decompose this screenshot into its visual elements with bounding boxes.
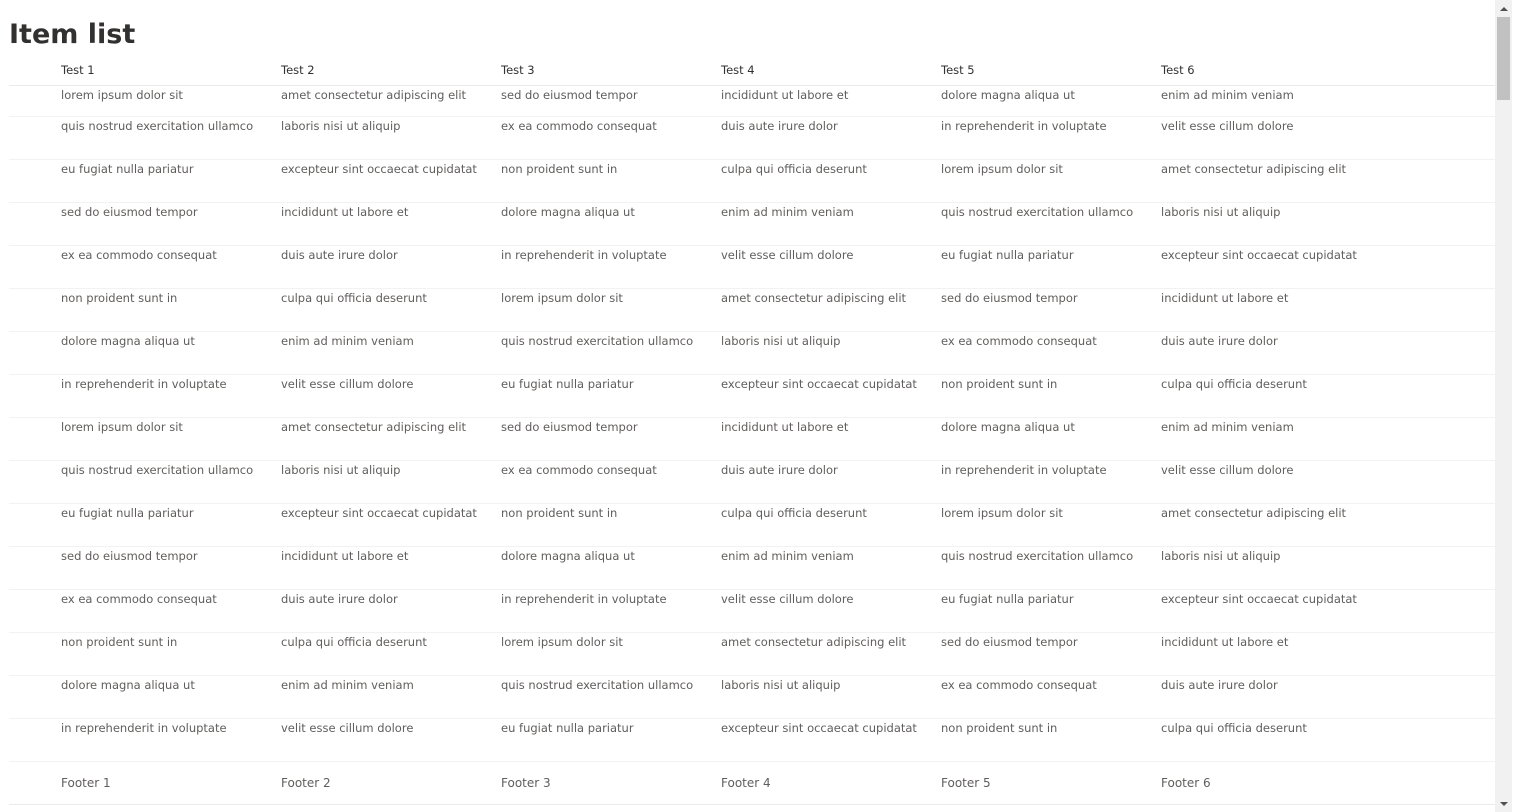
table-cell: amet consectetur adipiscing elit [281, 88, 467, 102]
table-cell: in reprehenderit in voluptate [941, 119, 1107, 133]
table-cell: non proident sunt in [61, 291, 178, 305]
table-cell: quis nostrud exercitation ullamco [61, 119, 254, 133]
table-cell: duis aute irure dolor [1161, 678, 1278, 692]
column-header-test-4[interactable]: Test 4 [721, 63, 755, 77]
table-cell: quis nostrud exercitation ullamco [941, 549, 1134, 563]
table-cell: in reprehenderit in voluptate [61, 377, 227, 391]
list-header [9, 56, 1495, 86]
table-cell: eu fugiat nulla pariatur [501, 721, 634, 735]
table-cell: enim ad minim veniam [721, 205, 854, 219]
table-row[interactable] [9, 160, 1495, 203]
table-cell: enim ad minim veniam [281, 678, 414, 692]
scroll-down-arrow [1500, 802, 1508, 806]
table-cell: lorem ipsum dolor sit [941, 506, 1063, 520]
row-spacer [9, 289, 61, 331]
table-cell: ex ea commodo consequat [941, 334, 1097, 348]
table-cell: excepteur sint occaecat cupidatat [721, 377, 917, 391]
table-cell: eu fugiat nulla pariatur [61, 162, 194, 176]
row-spacer [9, 633, 61, 675]
table-row[interactable] [9, 590, 1495, 633]
table-cell: non proident sunt in [61, 635, 178, 649]
table-row[interactable] [9, 547, 1495, 590]
footer-spacer [9, 762, 61, 804]
table-cell: non proident sunt in [941, 721, 1058, 735]
table-cell: ex ea commodo consequat [501, 119, 657, 133]
row-spacer [9, 86, 61, 116]
column-header-test-5[interactable]: Test 5 [941, 63, 975, 77]
table-cell: velit esse cillum dolore [281, 377, 414, 391]
table-cell: non proident sunt in [501, 162, 618, 176]
table-cell: lorem ipsum dolor sit [61, 420, 183, 434]
row-spacer [9, 375, 61, 417]
table-row[interactable] [9, 461, 1495, 504]
table-cell: excepteur sint occaecat cupidatat [721, 721, 917, 735]
table-cell: sed do eiusmod tempor [941, 635, 1078, 649]
table-row[interactable] [9, 332, 1495, 375]
table-cell: duis aute irure dolor [1161, 334, 1278, 348]
table-cell: dolore magna aliqua ut [501, 549, 635, 563]
row-spacer [9, 590, 61, 632]
table-cell: amet consectetur adipiscing elit [721, 291, 907, 305]
table-row[interactable] [9, 289, 1495, 332]
scrollbar-thumb[interactable] [1497, 17, 1510, 100]
table-cell: dolore magna aliqua ut [61, 678, 195, 692]
table-row[interactable] [9, 719, 1495, 762]
table-cell: eu fugiat nulla pariatur [941, 592, 1074, 606]
vertical-scrollbar[interactable] [1495, 0, 1512, 812]
chevron-up-icon[interactable] [1495, 0, 1512, 17]
table-cell: excepteur sint occaecat cupidatat [281, 162, 477, 176]
scroll-up-arrow [1500, 7, 1508, 11]
table-cell: dolore magna aliqua ut [941, 420, 1075, 434]
chevron-down-icon[interactable] [1495, 795, 1512, 812]
table-cell: velit esse cillum dolore [1161, 463, 1294, 477]
row-spacer [9, 719, 61, 761]
row-spacer [9, 160, 61, 202]
table-cell: non proident sunt in [501, 506, 618, 520]
table-cell: velit esse cillum dolore [721, 592, 854, 606]
footer-cell-1: Footer 1 [61, 776, 111, 790]
table-cell: non proident sunt in [941, 377, 1058, 391]
table-cell: excepteur sint occaecat cupidatat [1161, 248, 1357, 262]
table-cell: laboris nisi ut aliquip [1161, 549, 1281, 563]
table-cell: culpa qui officia deserunt [721, 506, 867, 520]
footer-cell-4: Footer 4 [721, 776, 771, 790]
table-cell: duis aute irure dolor [281, 592, 398, 606]
table-cell: ex ea commodo consequat [501, 463, 657, 477]
table-cell: in reprehenderit in voluptate [501, 248, 667, 262]
item-list [9, 56, 1495, 805]
column-header-test-1[interactable]: Test 1 [61, 63, 95, 77]
table-cell: sed do eiusmod tempor [501, 88, 638, 102]
table-cell: laboris nisi ut aliquip [721, 334, 841, 348]
table-row[interactable] [9, 86, 1495, 117]
table-cell: culpa qui officia deserunt [281, 291, 427, 305]
column-header-test-3[interactable]: Test 3 [501, 63, 535, 77]
table-cell: in reprehenderit in voluptate [501, 592, 667, 606]
table-cell: sed do eiusmod tempor [61, 549, 198, 563]
table-cell: duis aute irure dolor [281, 248, 398, 262]
row-spacer [9, 246, 61, 288]
table-row[interactable] [9, 375, 1495, 418]
table-cell: amet consectetur adipiscing elit [1161, 162, 1347, 176]
column-header-test-2[interactable]: Test 2 [281, 63, 315, 77]
table-cell: quis nostrud exercitation ullamco [501, 678, 694, 692]
table-cell: amet consectetur adipiscing elit [281, 420, 467, 434]
table-cell: culpa qui officia deserunt [1161, 377, 1307, 391]
table-cell: dolore magna aliqua ut [941, 88, 1075, 102]
table-cell: dolore magna aliqua ut [501, 205, 635, 219]
table-cell: excepteur sint occaecat cupidatat [281, 506, 477, 520]
table-cell: lorem ipsum dolor sit [941, 162, 1063, 176]
table-cell: duis aute irure dolor [721, 119, 838, 133]
footer-cell-5: Footer 5 [941, 776, 991, 790]
row-spacer [9, 332, 61, 374]
page-title: Item list [9, 19, 136, 50]
row-spacer [9, 547, 61, 589]
table-cell: enim ad minim veniam [1161, 420, 1294, 434]
table-cell: enim ad minim veniam [281, 334, 414, 348]
table-cell: dolore magna aliqua ut [61, 334, 195, 348]
table-cell: excepteur sint occaecat cupidatat [1161, 592, 1357, 606]
table-cell: incididunt ut labore et [1161, 291, 1289, 305]
row-spacer [9, 117, 61, 159]
table-cell: lorem ipsum dolor sit [61, 88, 183, 102]
table-cell: velit esse cillum dolore [281, 721, 414, 735]
row-spacer [9, 418, 61, 460]
table-row[interactable] [9, 633, 1495, 676]
table-cell: laboris nisi ut aliquip [281, 119, 401, 133]
table-cell: velit esse cillum dolore [1161, 119, 1294, 133]
table-cell: enim ad minim veniam [1161, 88, 1294, 102]
header-spacer [9, 56, 61, 85]
table-cell: laboris nisi ut aliquip [721, 678, 841, 692]
content-area [9, 0, 1495, 812]
row-spacer [9, 461, 61, 503]
row-spacer [9, 203, 61, 245]
table-cell: sed do eiusmod tempor [941, 291, 1078, 305]
table-cell: sed do eiusmod tempor [61, 205, 198, 219]
table-cell: velit esse cillum dolore [721, 248, 854, 262]
footer-cell-3: Footer 3 [501, 776, 551, 790]
table-cell: lorem ipsum dolor sit [501, 635, 623, 649]
table-cell: eu fugiat nulla pariatur [941, 248, 1074, 262]
table-cell: culpa qui officia deserunt [281, 635, 427, 649]
table-cell: duis aute irure dolor [721, 463, 838, 477]
table-cell: laboris nisi ut aliquip [281, 463, 401, 477]
column-header-test-6[interactable]: Test 6 [1161, 63, 1195, 77]
table-row[interactable] [9, 418, 1495, 461]
table-cell: ex ea commodo consequat [61, 248, 217, 262]
table-row[interactable] [9, 676, 1495, 719]
table-cell: in reprehenderit in voluptate [61, 721, 227, 735]
list-footer [9, 762, 1495, 805]
table-cell: incididunt ut labore et [281, 205, 409, 219]
row-spacer [9, 504, 61, 546]
table-cell: incididunt ut labore et [721, 420, 849, 434]
list-body [9, 86, 1495, 762]
table-cell: culpa qui officia deserunt [1161, 721, 1307, 735]
table-cell: culpa qui officia deserunt [721, 162, 867, 176]
table-cell: incididunt ut labore et [1161, 635, 1289, 649]
table-cell: incididunt ut labore et [721, 88, 849, 102]
table-row[interactable] [9, 246, 1495, 289]
table-cell: lorem ipsum dolor sit [501, 291, 623, 305]
table-row[interactable] [9, 117, 1495, 160]
table-cell: ex ea commodo consequat [941, 678, 1097, 692]
footer-cell-6: Footer 6 [1161, 776, 1211, 790]
row-spacer [9, 676, 61, 718]
table-cell: amet consectetur adipiscing elit [721, 635, 907, 649]
table-cell: incididunt ut labore et [281, 549, 409, 563]
table-cell: amet consectetur adipiscing elit [1161, 506, 1347, 520]
table-cell: sed do eiusmod tempor [501, 420, 638, 434]
table-cell: quis nostrud exercitation ullamco [941, 205, 1134, 219]
table-cell: laboris nisi ut aliquip [1161, 205, 1281, 219]
table-cell: quis nostrud exercitation ullamco [61, 463, 254, 477]
table-row[interactable] [9, 504, 1495, 547]
footer-cell-2: Footer 2 [281, 776, 331, 790]
table-cell: eu fugiat nulla pariatur [501, 377, 634, 391]
table-cell: ex ea commodo consequat [61, 592, 217, 606]
table-cell: in reprehenderit in voluptate [941, 463, 1107, 477]
table-row[interactable] [9, 203, 1495, 246]
table-cell: enim ad minim veniam [721, 549, 854, 563]
table-cell: eu fugiat nulla pariatur [61, 506, 194, 520]
table-cell: quis nostrud exercitation ullamco [501, 334, 694, 348]
